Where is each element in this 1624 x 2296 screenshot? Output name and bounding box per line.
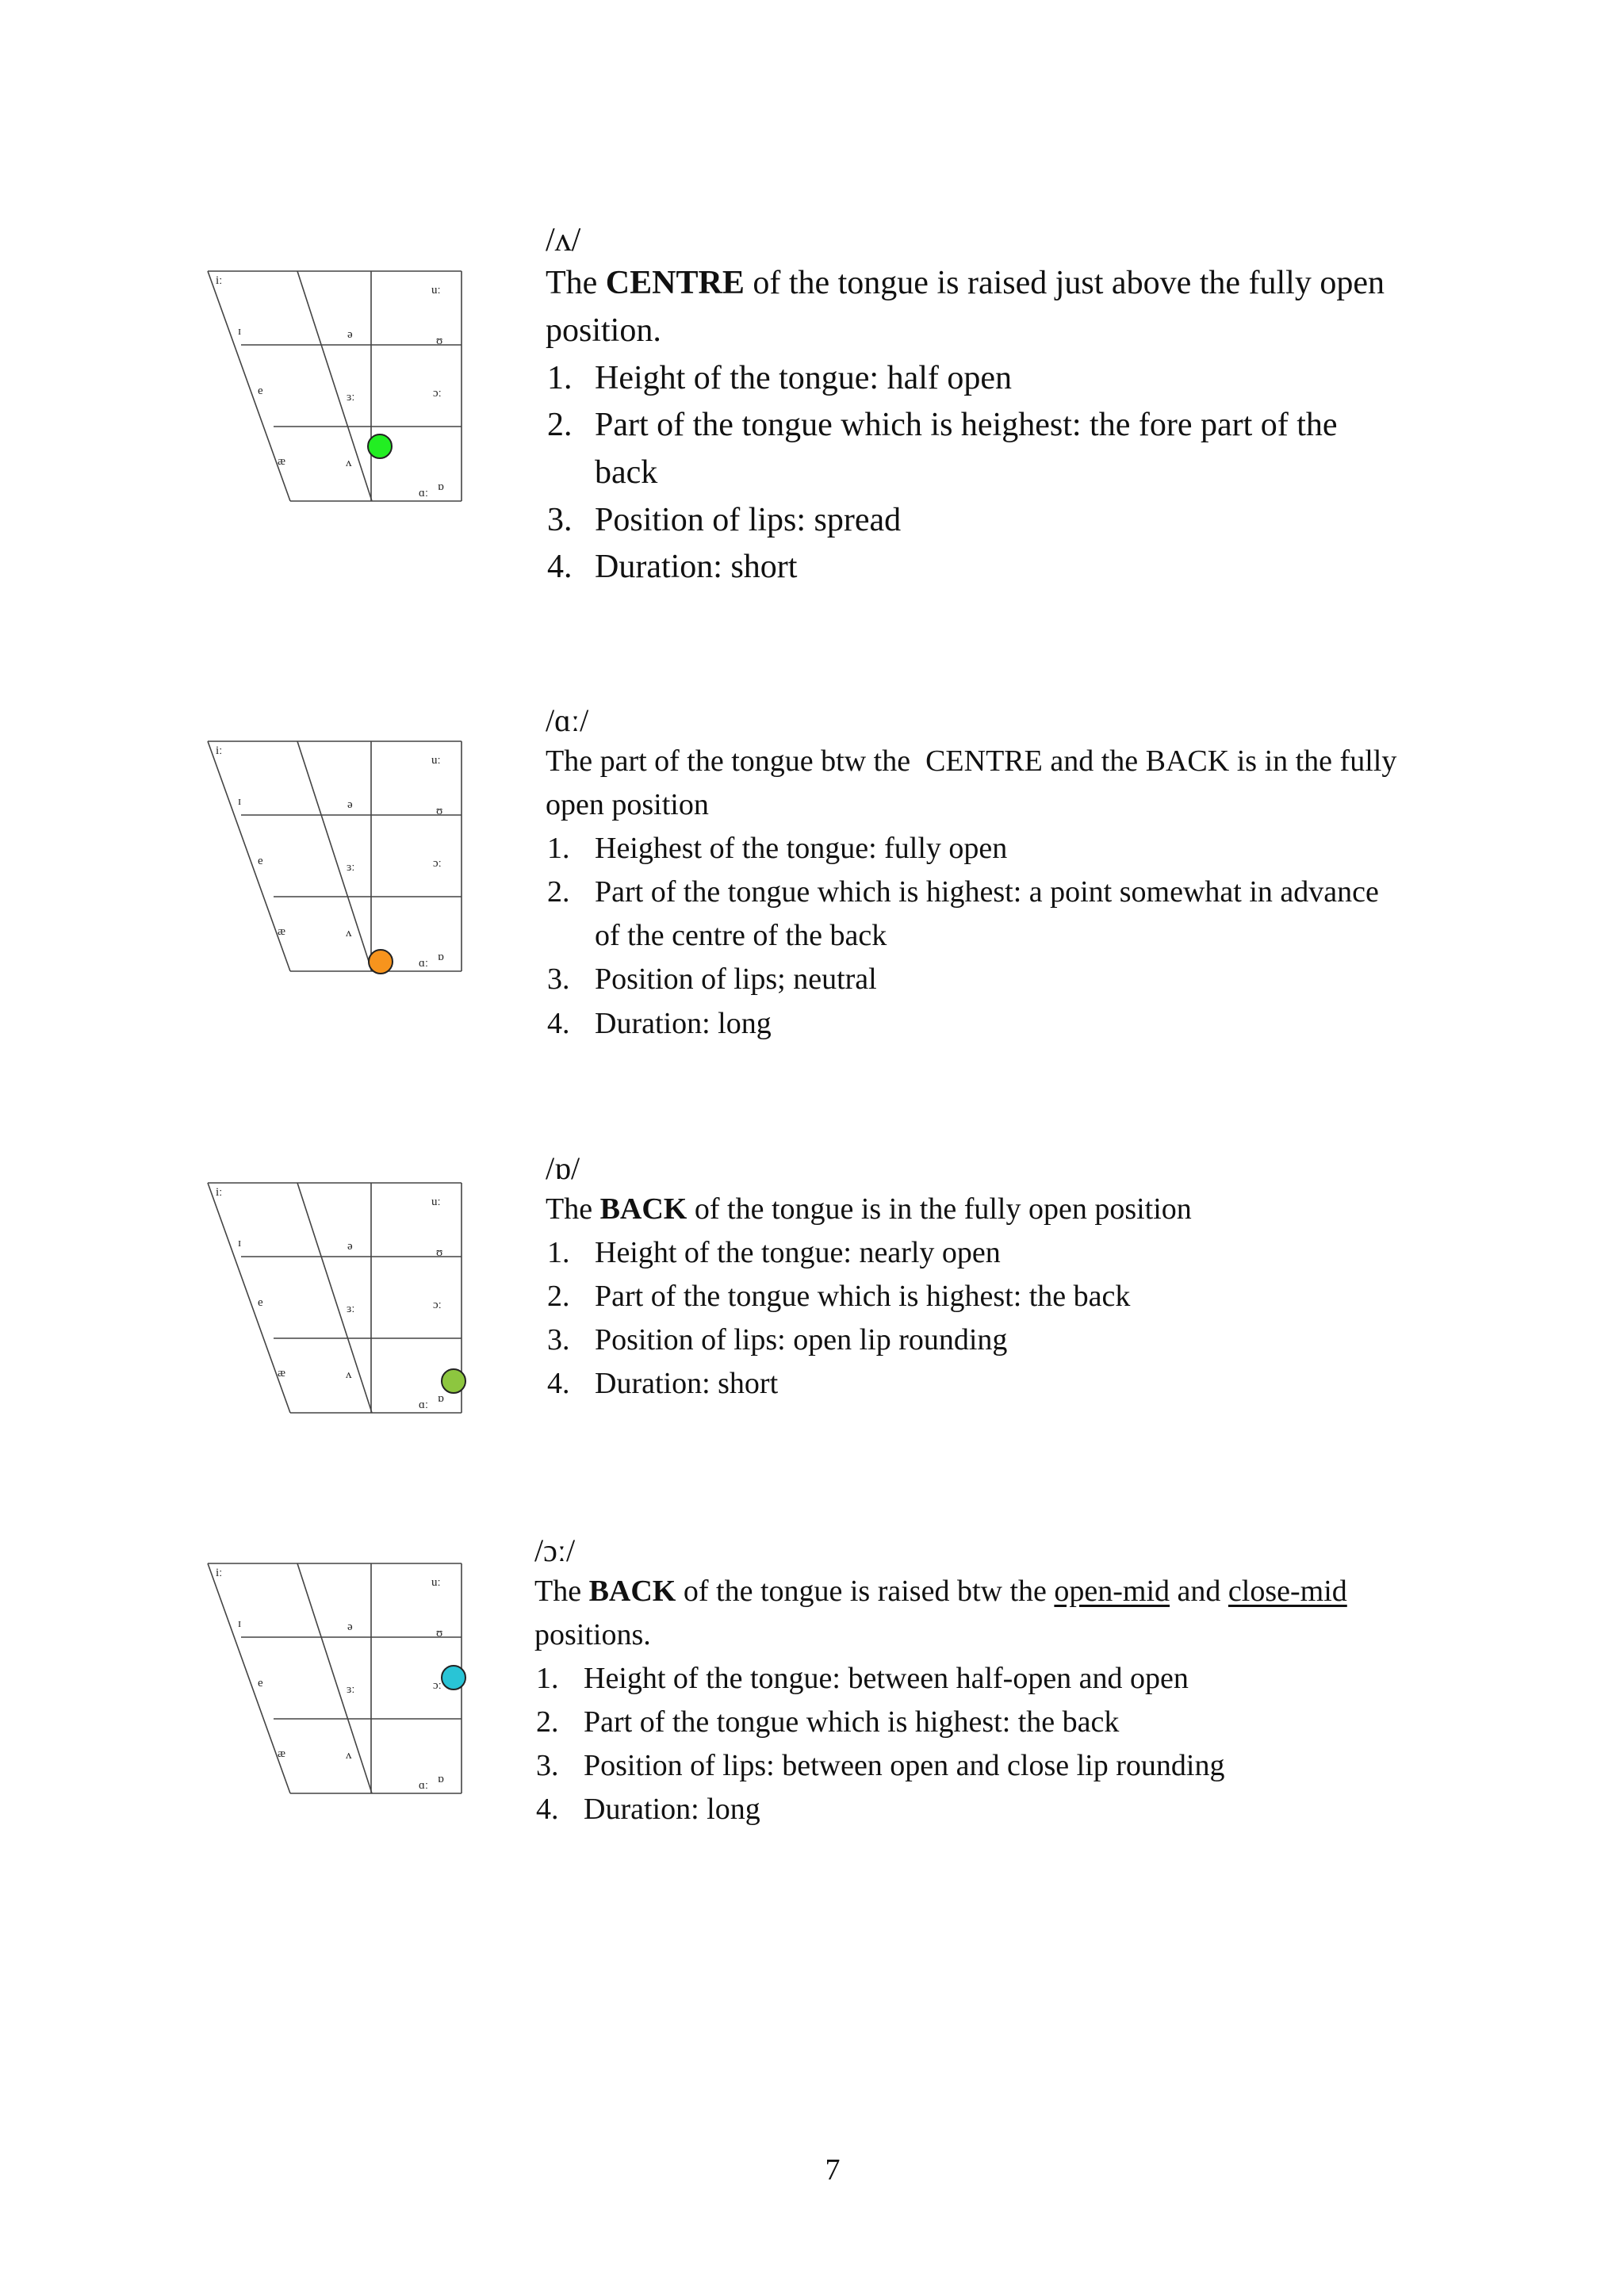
vowel-label-aw: ɔː [433, 857, 442, 870]
vowel-chart [198, 1562, 468, 1800]
feature-list [546, 355, 1402, 591]
vowel-label-er: ɜː [347, 1303, 355, 1315]
phoneme-symbol: /ʌ/ [546, 222, 581, 258]
vowel-quadrilateral [198, 1181, 468, 1419]
vowel-label-u-long: uː [431, 1576, 441, 1589]
vowel-label-schwa: ə [347, 1621, 353, 1633]
vowel-label-uh: ʌ [346, 457, 352, 469]
vowel-label-u-short: ʊ [436, 1627, 443, 1640]
feature-item: 3. Position of lips: spread [547, 501, 902, 538]
vowel-label-schwa: ə [347, 1240, 353, 1253]
phoneme-symbol: /ɑː/ [546, 702, 589, 738]
vowel-label-e: e [258, 855, 263, 867]
feature-item: 2. Part of the tongue which is highest: the back [547, 1280, 1131, 1314]
vowel-label-o: ɒ [438, 480, 444, 493]
vowel-label-u-short: ʊ [436, 805, 443, 817]
quadrilateral-lines [208, 271, 462, 501]
feature-item: 1. Height of the tongue: nearly open [547, 1236, 1001, 1270]
description: The part of the tongue btw the CENTRE and the BACK is in the fully open position [546, 744, 1404, 822]
tongue-position-marker [442, 1369, 465, 1393]
quadrilateral-lines [208, 1183, 462, 1413]
vowel-label-aa: ɑː [419, 957, 429, 970]
feature-item: 3. Position of lips: open lip rounding [547, 1323, 1008, 1357]
vowel-label-aa: ɑː [419, 487, 429, 499]
vowel-label-i-short: ɪ [238, 1617, 242, 1630]
vowel-label-uh: ʌ [346, 927, 352, 939]
vowel-quadrilateral [198, 1562, 468, 1800]
description: The BACK of the tongue is raised btw the open-mid and close-mid positions. [534, 1575, 1347, 1652]
chart-line [297, 1183, 372, 1413]
vowel-label-o: ɒ [438, 1773, 444, 1785]
vowel-chart [198, 270, 468, 507]
description: The BACK of the tongue is in the fully open position [546, 1192, 1192, 1226]
phoneme-symbol: /ɒ/ [546, 1150, 580, 1186]
tongue-position-marker [442, 1666, 465, 1689]
vowel-label-er: ɜː [347, 1683, 355, 1696]
quadrilateral-lines [208, 741, 462, 971]
feature-list [534, 1657, 1391, 1831]
vowel-label-i-short: ɪ [238, 1237, 242, 1249]
vowel-label-e: e [258, 1677, 263, 1689]
vowel-label-aw: ɔː [433, 1299, 442, 1311]
feature-item: 4. Duration: long [547, 1006, 772, 1040]
vowel-label-aa: ɑː [419, 1779, 429, 1792]
feature-list [546, 1231, 1402, 1406]
vowel-label-i-short: ɪ [238, 795, 242, 808]
description: The CENTRE of the tongue is raised just above the fully open position. [546, 265, 1385, 350]
feature-item: 1. Heighest of the tongue: fully open [547, 832, 1008, 866]
vowel-chart [198, 1181, 468, 1419]
vowel-label-schwa: ə [347, 328, 353, 341]
feature-item: 1. Height of the tongue: half open [547, 359, 1013, 396]
feature-item: 4. Duration: short [547, 1367, 779, 1401]
chart-line [297, 271, 372, 501]
vowel-label-aa: ɑː [419, 1399, 429, 1411]
quadrilateral-lines [208, 1563, 462, 1793]
vowel-label-er: ɜː [347, 861, 355, 874]
vowel-label-i-long: iː [216, 1186, 223, 1199]
vowel-label-er: ɜː [347, 391, 355, 404]
vowel-label-u-short: ʊ [436, 1246, 443, 1259]
phoneme-symbol: /ɔː/ [534, 1533, 576, 1568]
vowel-label-ae: æ [278, 925, 286, 938]
vowel-label-i-long: iː [216, 274, 223, 287]
vowel-label-i-short: ɪ [238, 325, 242, 338]
vowel-label-i-long: iː [216, 1567, 223, 1579]
feature-item: 2. Part of the tongue which is highest: the back [536, 1705, 1120, 1739]
vowel-label-i-long: iː [216, 744, 223, 757]
vowel-label-ae: æ [278, 455, 286, 468]
feature-item: 2. Part of the tongue which is heighest: the fore part of the back [547, 407, 1338, 491]
vowel-label-u-short: ʊ [436, 335, 443, 347]
vowel-label-u-long: uː [431, 1196, 441, 1208]
vowel-label-aw: ɔː [433, 387, 442, 400]
vowel-label-o: ɒ [438, 951, 444, 963]
feature-item: 3. Position of lips: between open and close lip rounding [536, 1749, 1225, 1783]
feature-item: 3. Position of lips; neutral [547, 962, 877, 997]
vowel-label-ae: æ [278, 1747, 286, 1760]
vowel-label-ae: æ [278, 1367, 286, 1380]
page-number: 7 [825, 2153, 841, 2187]
feature-item: 4. Duration: short [547, 549, 798, 586]
vowel-label-o: ɒ [438, 1392, 444, 1405]
vowel-label-u-long: uː [431, 754, 441, 767]
vowel-label-aw: ɔː [433, 1679, 442, 1692]
chart-line [297, 1563, 372, 1793]
tongue-position-marker [369, 950, 393, 974]
chart-line [297, 741, 372, 971]
vowel-label-uh: ʌ [346, 1749, 352, 1762]
feature-item: 2. Part of the tongue which is highest: a point somewhat in advance of the centre of the back [547, 875, 1379, 953]
vowel-label-e: e [258, 385, 263, 397]
tongue-position-marker [368, 434, 392, 458]
feature-item: 1. Height of the tongue: between half-open and open [536, 1662, 1189, 1696]
vowel-label-u-long: uː [431, 284, 441, 297]
vowel-label-e: e [258, 1296, 263, 1309]
vowel-chart [198, 740, 468, 978]
vowel-label-uh: ʌ [346, 1368, 352, 1381]
feature-list [546, 827, 1402, 1045]
vowel-label-schwa: ə [347, 798, 353, 811]
vowel-quadrilateral [198, 270, 468, 507]
vowel-quadrilateral [198, 740, 468, 978]
feature-item: 4. Duration: long [536, 1793, 760, 1827]
